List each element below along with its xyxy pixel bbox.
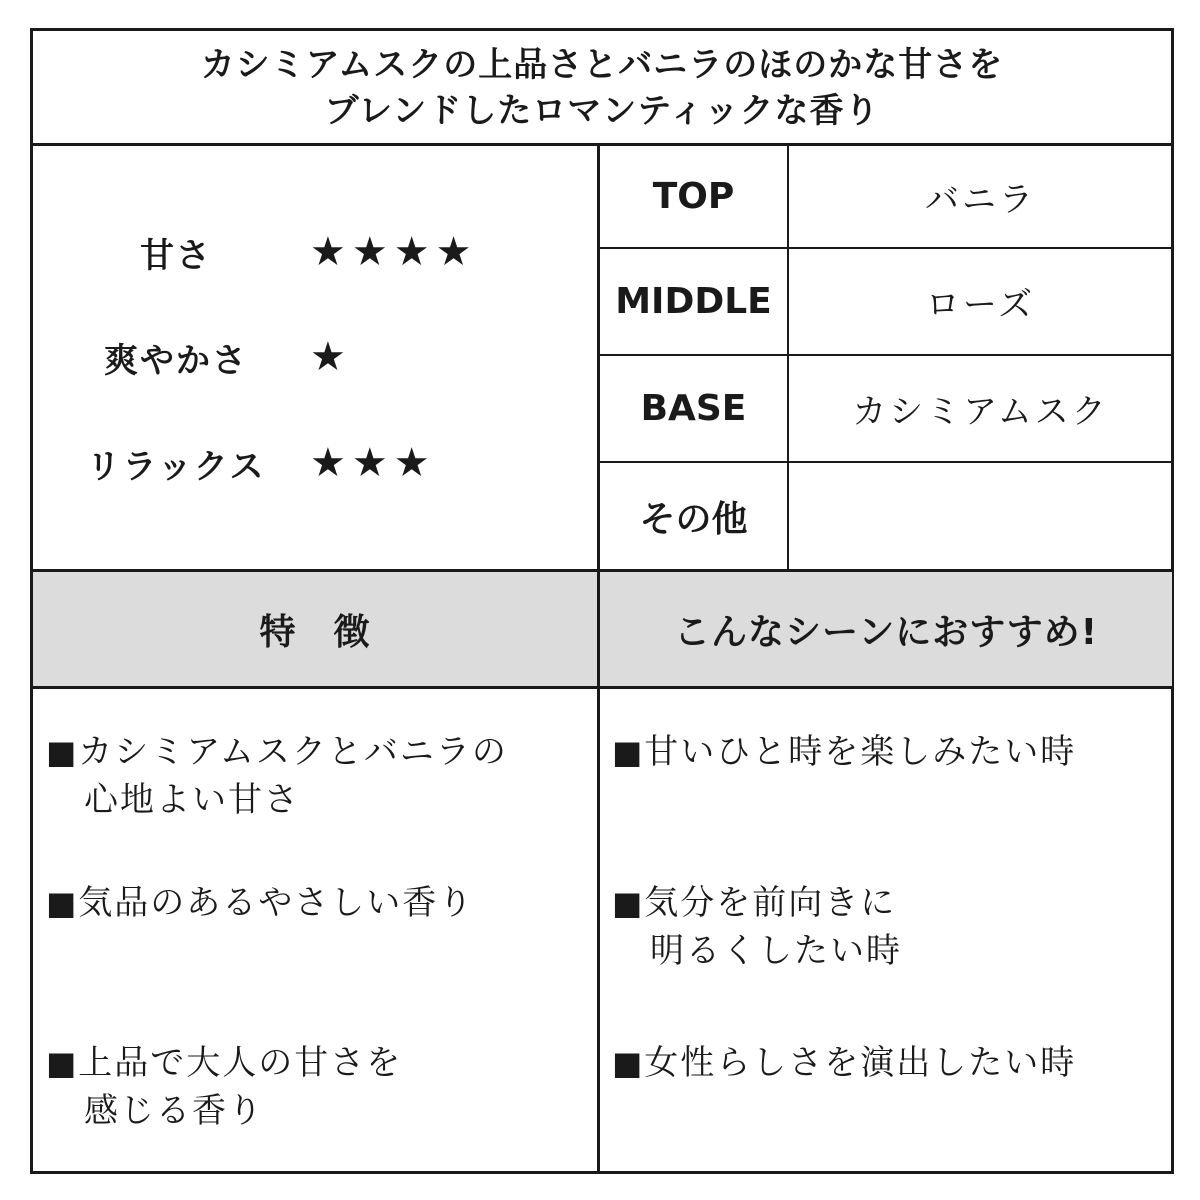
note-label-text: TOP [652, 176, 735, 217]
note-value-other [789, 463, 1172, 569]
scene-item [612, 1039, 1167, 1087]
note-value-text: ローズ [925, 285, 1036, 325]
rating-label: 爽やかさ [104, 340, 248, 381]
feature-line: 上品で大人の甘さを [78, 1043, 403, 1083]
scene-line: 気分を前向きに [644, 883, 897, 923]
feature-line: 感じる香り [84, 1091, 264, 1131]
feature-item [46, 879, 591, 927]
band-bottom-divider [30, 686, 1174, 689]
star-rating: ★★★ [310, 440, 436, 486]
title-line-1: カシミアムスクの上品さとバニラのほのかな甘さを [200, 45, 1004, 85]
bullet-square-icon: ■ [612, 733, 645, 771]
bullet-square-icon: ■ [46, 1044, 79, 1082]
scenes-heading: こんなシーンにおすすめ! [600, 572, 1172, 686]
feature-line: 心地よい甘さ [84, 780, 300, 820]
bullet-square-icon: ■ [612, 1044, 645, 1082]
note-label-text: MIDDLE [615, 281, 772, 322]
note-value-base [789, 356, 1172, 461]
features-heading: 特 徴 [33, 572, 597, 686]
feature-item [46, 728, 591, 824]
scene-item [612, 879, 1167, 975]
note-label-top [600, 146, 787, 247]
rating-row-relax [60, 433, 560, 493]
title-line-2: ブレンドしたロマンティックな香り [324, 91, 880, 131]
note-label-text: その他 [639, 498, 748, 540]
note-label-text: BASE [640, 388, 747, 429]
star-rating: ★★★★ [310, 229, 478, 275]
rating-row-freshness [60, 327, 560, 387]
feature-item [46, 1039, 591, 1135]
note-label-base [600, 356, 787, 461]
feature-line: カシミアムスクとバニラの [78, 732, 508, 772]
star-rating: ★ [310, 334, 352, 380]
scene-line: 明るくしたい時 [650, 931, 902, 971]
rating-label: 甘さ [140, 235, 212, 276]
product-description-title [33, 31, 1171, 145]
feature-line: 気品のあるやさしい香り [78, 883, 475, 923]
scene-item [612, 728, 1167, 776]
bullet-square-icon: ■ [612, 884, 645, 922]
note-value-text: バニラ [925, 180, 1036, 220]
scene-line: 甘いひと時を楽しみたい時 [644, 732, 1077, 772]
scene-line: 女性らしさを演出したい時 [644, 1043, 1077, 1083]
note-label-other [600, 463, 787, 569]
note-value-top [789, 146, 1172, 247]
note-label-middle [600, 249, 787, 354]
rating-label: リラックス [86, 446, 266, 487]
rating-row-sweetness [60, 222, 560, 282]
note-value-text: カシミアムスク [852, 392, 1109, 432]
bullet-square-icon: ■ [46, 733, 79, 771]
note-value-middle [789, 249, 1172, 354]
bullet-square-icon: ■ [46, 884, 79, 922]
